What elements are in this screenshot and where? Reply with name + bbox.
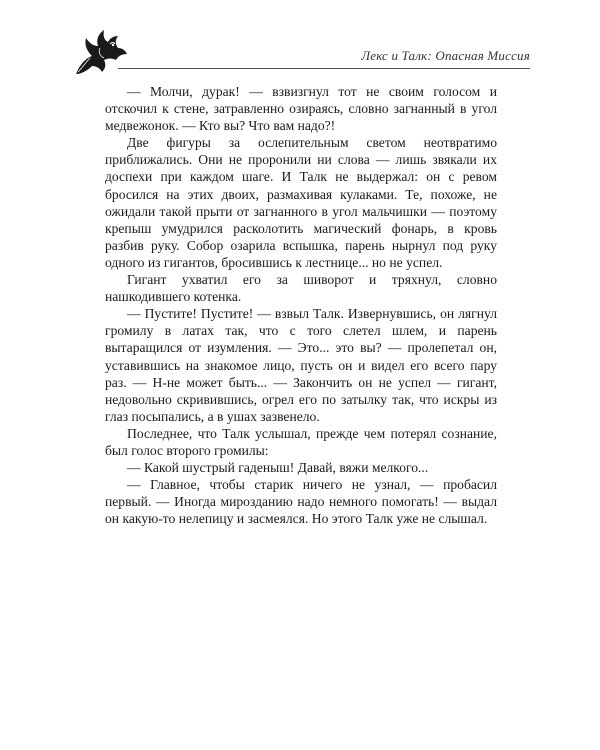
paragraph: — Пустите! Пустите! — взвыл Талк. Извернувшись, он лягнул громилу в латах так, что с того слетел шлем, и парень вытаращился от изумления. — Это... это вы? — пролепетал он, уставившись на знакомое лицо, пусть он и видел его всего пару раз. — Н-не может быть... — Закончить он не успел — гигант, недовольно скривившись, огрел его по затылку так, что искры из глаз посыпались, а в ушах зазвенело.	[105, 306, 497, 424]
dragon-icon	[70, 28, 130, 78]
paragraph: — Главное, чтобы старик ничего не узнал, — пробасил первый. — Иногда мирозданию надо немного помогать! — выдал он какую-то нелепицу и засмеялся. Но этого Талк уже не слышал.	[105, 477, 497, 527]
header-rule	[118, 68, 530, 69]
running-title: Лекс и Талк: Опасная Миссия	[361, 48, 530, 63]
paragraph: — Какой шустрый гаденыш! Давай, вяжи мелкого...	[127, 460, 429, 476]
paragraph: Две фигуры за ослепительным светом неотвратимо приближались. Они не проронили ни слова — лишь звякали их доспехи при каждом шаге. И Талк не выдержал: он с ревом бросился на этих двоих, размахивая кулаками. Те, похоже, не ожидали такой прыти от загнанного в угол мальчишки — поэтому крепыш умудрился расколотить магический фонарь, в кровь разбив руку. Собор озарила вспышка, парень нырнул под руку одного из гигантов, бросившись к лестнице... но не успел.	[105, 135, 497, 270]
paragraph: — Молчи, дурак! — взвизгнул тот не своим голосом и отскочил к стене, затравленно озираясь, словно загнанный в угол медвежонок. — Кто вы? Что вам надо?!	[105, 84, 497, 134]
paragraph: Гигант ухватил его за шиворот и тряхнул, словно нашкодившего котенка.	[105, 272, 497, 305]
paragraph: Последнее, что Талк услышал, прежде чем потерял сознание, был голос второго громилы:	[105, 425, 497, 458]
body-text	[105, 83, 497, 527]
page-header	[70, 28, 530, 80]
